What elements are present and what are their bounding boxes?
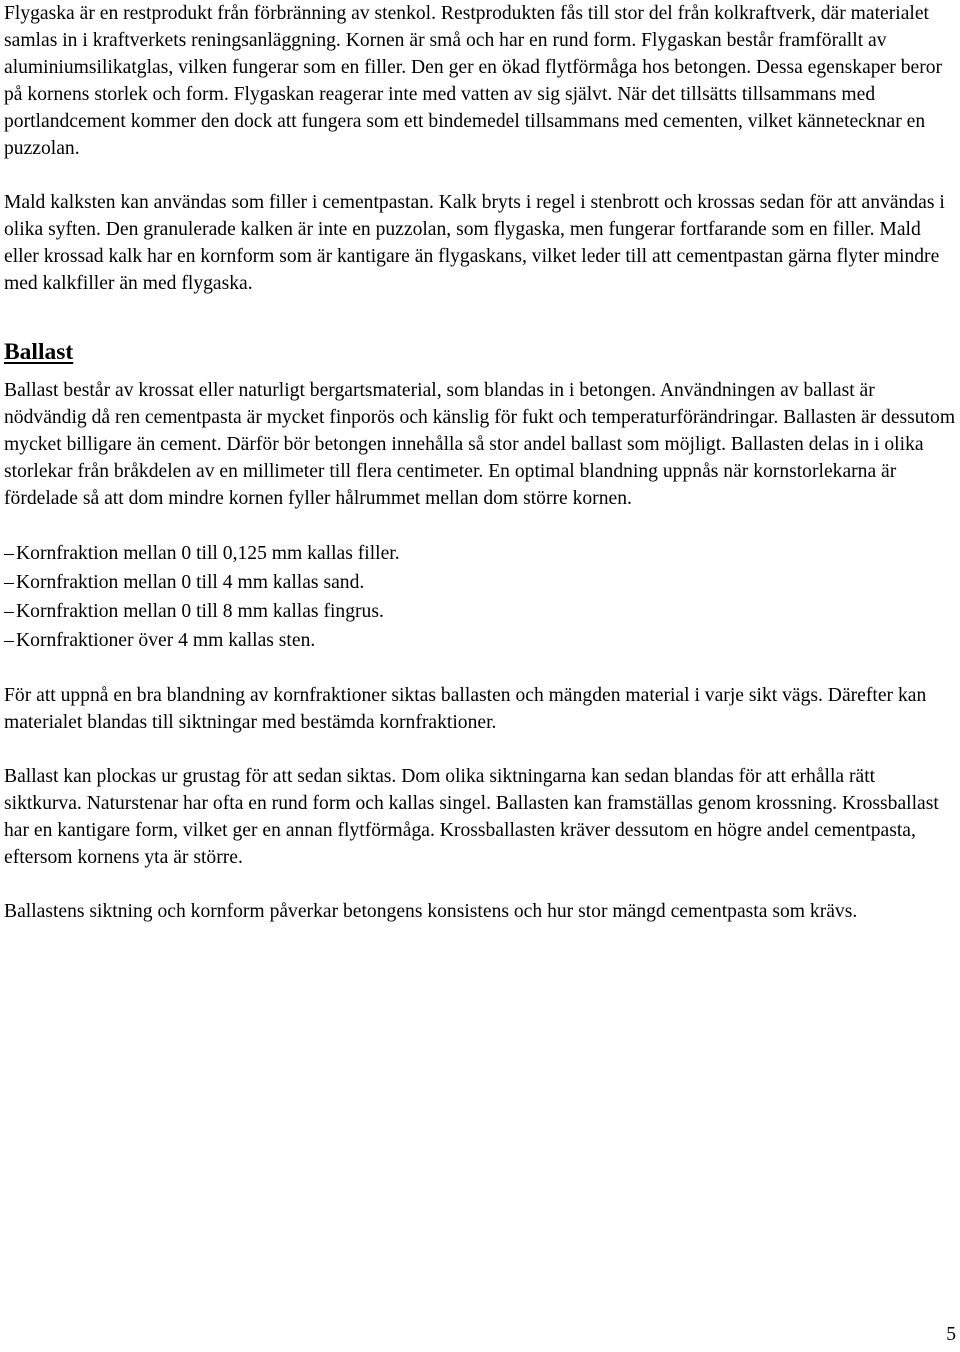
section-heading-ballast	[4, 337, 956, 367]
list-item	[4, 626, 956, 655]
list-item	[4, 568, 956, 597]
paragraph-kalksten: Mald kalksten kan användas som filler i cementpastan. Kalk bryts i regel i stenbrott och krossas sedan för att användas i olika syften. Den granulerade kalken är inte en puzzolan, som flygaska, men fungerar fortfarande som en filler. Mald eller krossad kalk har en kornform som är kantigare än flygaskans, vilket leder till att cementpastan gärna flyter mindre med kalkfiller än med flygaska.	[4, 192, 945, 294]
list-dash: –	[4, 601, 14, 622]
paragraph-ballast-intro: Ballast består av krossat eller naturligt bergartsmaterial, som blandas in i betongen. Användningen av ballast är nödvändig då ren cementpasta är mycket finporös och känslig för fukt och temperaturförändringar. Ballasten är dessutom mycket billigare än cement. Därför bör betongen innehålla så stor andel ballast som möjligt. Ballasten delas in i olika storlekar från bråkdelen av en millimeter till flera centimeter. En optimal blandning uppnås när kornstorlekarna är fördelade så att dom mindre kornen fyller hålrummet mellan dom större kornen.	[4, 380, 956, 509]
paragraph-flygaska: Flygaska är en restprodukt från förbränning av stenkol. Restprodukten fås till stor del från kolkraftverk, där materialet samlas in i kraftverkets reningsanläggning. Kornen är små och har en rund form. Flygaskan består framförallt av aluminiumsilikatglas, vilken fungerar som en filler. Den ger en ökad flytförmåga hos betongen. Dessa egenskaper beror på kornens storlek och form. Flygaskan reagerar inte med vatten av sig självt. När det tillsätts tillsammans med portlandcement kommer den dock att fungera som ett bindemedel tillsammans med cementen, vilket kännetecknar en puzzolan.	[4, 3, 943, 159]
document-page	[4, 0, 956, 925]
list-item	[4, 597, 956, 626]
section-heading-text: Ballast	[4, 339, 74, 365]
paragraph-konsistens: Ballastens siktning och kornform påverkar betongens konsistens och hur stor mängd cementpasta som krävs.	[4, 901, 858, 922]
list-item-text: Kornfraktion mellan 0 till 0,125 mm kallas filler.	[16, 543, 400, 564]
fraction-list	[4, 539, 956, 655]
paragraph-grustag: Ballast kan plockas ur grustag för att sedan siktas. Dom olika siktningarna kan sedan blandas för att erhålla rätt siktkurva. Naturstenar har ofta en rund form och kallas singel. Ballasten kan framställas genom krossning. Krossballast har en kantigare form, vilket ger en annan flytförmåga. Krossballasten kräver dessutom en högre andel cementpasta, eftersom kornens yta är större.	[4, 766, 939, 868]
page-number: 5	[946, 1324, 956, 1345]
paragraph-siktning: För att uppnå en bra blandning av kornfraktioner siktas ballasten och mängden material i varje sikt vägs. Därefter kan materialet blandas till siktningar med bestämda kornfraktioner.	[4, 685, 927, 733]
list-item-text: Kornfraktioner över 4 mm kallas sten.	[16, 630, 316, 651]
list-item	[4, 539, 956, 568]
list-dash: –	[4, 630, 14, 651]
list-dash: –	[4, 572, 14, 593]
list-item-text: Kornfraktion mellan 0 till 8 mm kallas fingrus.	[16, 601, 384, 622]
list-item-text: Kornfraktion mellan 0 till 4 mm kallas sand.	[16, 572, 365, 593]
list-dash: –	[4, 543, 14, 564]
